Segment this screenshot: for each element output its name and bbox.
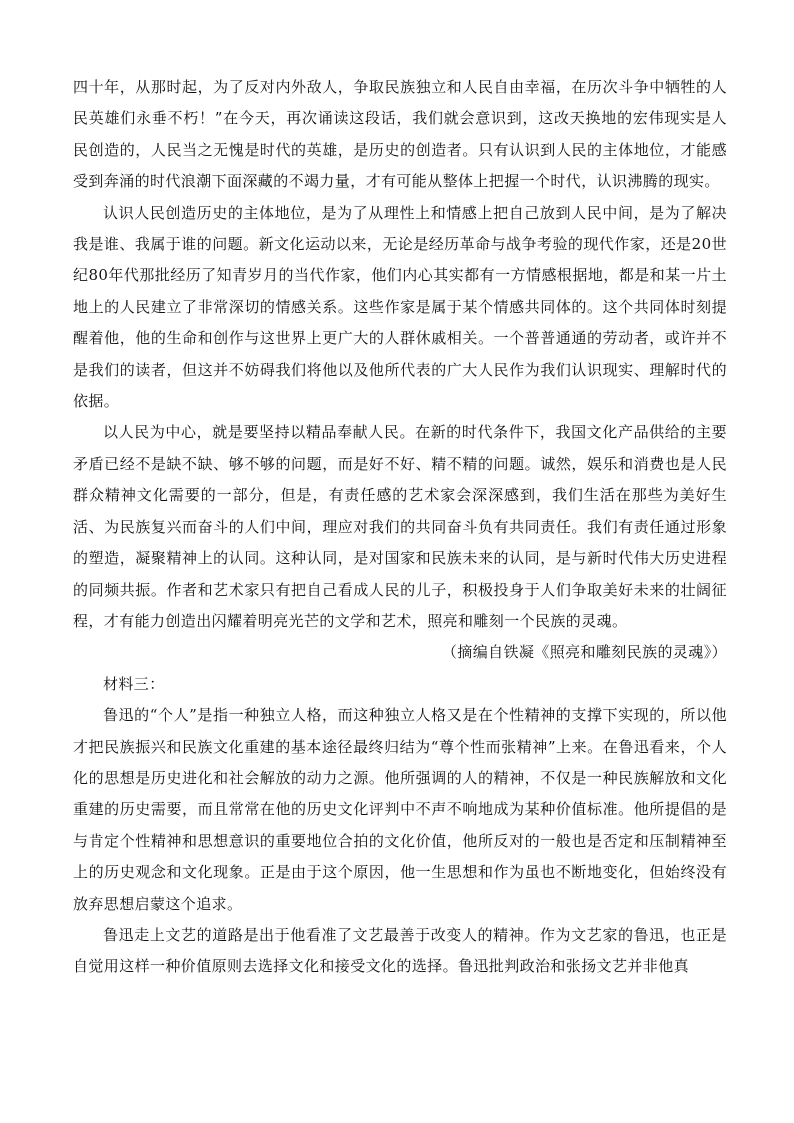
paragraph-subject-status: 认识人民创造历史的主体地位，是为了从理性上和情感上把自己放到人民中间，是为了解决我是谁、我属于谁的问题。新文化运动以来，无论是经历革命与战争考验的现代作家，还是20世纪80年代那批经历了知青岁月的当代作家，他们内心其实都有一方情感根据地，都是和某一片土地上的人民建立了非常深切的情感关系。这些作家是属于某个情感共同体的。这个共同体时刻提醒着他，他的生命和创作与这世界上更广大的人群休戚相关。一个普普通通的劳动者，或许并不是我们的读者，但这并不妨碍我们将他以及他所代表的广大人民作为我们认识现实、理解时代的依据。 xyxy=(73,203,727,411)
paragraph-people-centered: 以人民为中心，就是要坚持以精品奉献人民。在新的时代条件下，我国文化产品供给的主要矛盾已经不是缺不缺、够不够的问题，而是好不好、精不精的问题。诚然，娱乐和消费也是人民群众精神文化需要的一部分，但是，有责任感的艺术家会深深感到，我们生活在那些为美好生活、为民族复兴而奋斗的人们中间，理应对我们的共同奋斗负有共同责任。我们有责任通过形象的塑造，凝聚精神上的认同。这种认同，是对国家和民族未来的认同，是与新时代伟大历史进程的同频共振。作者和艺术家只有把自己看成人民的儿子，积极投身于人们争取美好未来的壮阔征程，才有能力创造出闪耀着明亮光芒的文学和艺术，照亮和雕刻一个民族的灵魂。 xyxy=(73,423,727,630)
material-three-heading: 材料三： xyxy=(103,674,165,693)
paragraph-continuation: 四十年，从那时起，为了反对内外敌人，争取民族独立和人民自由幸福，在历次斗争中牺牲的人民英雄们永垂不朽！”在今天，再次诵读这段话，我们就会意识到，这改天换地的宏伟现实是人民创造的，人民当之无愧是时代的英雄，是历史的创造者。只有认识到人民的主体地位，才能感受到奔涌的时代浪潮下面深藏的不竭力量，才有可能从整体上把握一个时代，认识沸腾的现实。 xyxy=(73,78,727,191)
source-citation: （摘编自铁凝《照亮和雕刻民族的灵魂》） xyxy=(441,643,727,662)
material-three-paragraph-1: 鲁迅的“个人”是指一种独立人格，而这种独立人格又是在个性精神的支撑下实现的，所以他才把民族振兴和民族文化重建的基本途径最终归结为“尊个性而张精神”上来。在鲁迅看来，个人化的思想是历史进化和社会解放的动力之源。他所强调的人的精神，不仅是一种民族解放和文化重建的历史需要，而且常常在他的历史文化评判中不声不响地成为某种价值标准。他所提倡的是与肯定个性精神和思想意识的重要地位合拍的文化价值，他所反对的一般也是否定和压制精神至上的历史观念和文化现象。正是由于这个原因，他一生思想和作为虽也不断地变化，但始终没有放弃思想启蒙这个追求。 xyxy=(73,706,727,913)
document-page xyxy=(73,72,727,983)
material-three-paragraph-2: 鲁迅走上文艺的道路是出于他看准了文艺最善于改变人的精神。作为文艺家的鲁迅，也正是自觉用这样一种价值原则去选择文化和接受文化的选择。鲁迅批判政治和张扬文艺并非他真 xyxy=(73,925,727,976)
